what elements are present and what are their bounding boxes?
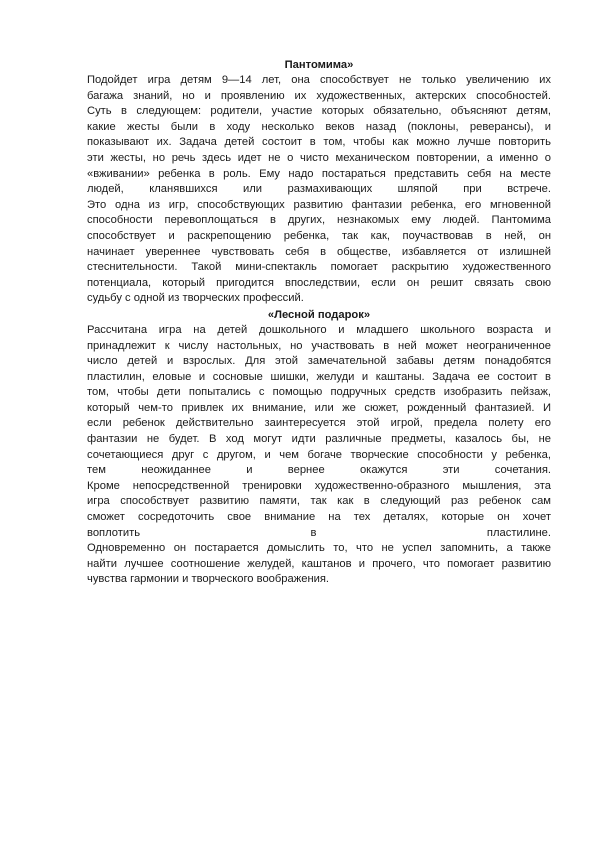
text-line: найти лучшее соотношение желудей, каштанов и прочего, что помогает развитию — [87, 557, 551, 570]
text-line: пластилин, еловые и сосновые шишки, желуди и каштаны. Задача ее состоит в — [87, 370, 551, 383]
section-title-forest-gift: «Лесной подарок» — [267, 308, 371, 321]
text-line: Подойдет игра детям 9—14 лет, она способствует не только увеличению их — [87, 74, 551, 86]
text-line: фантазии не будет. В ход могут идти различные предметы, казалось бы, не — [87, 433, 551, 446]
text-line: потенциала, который пригодится впоследствии, если он решит связать свою — [87, 276, 551, 289]
text-line: воплотить в пластилине. — [87, 526, 551, 539]
text-line: игра способствует развитию памяти, так как в следующий раз ребенок сам — [87, 495, 551, 508]
text-line: способности перевоплощаться в других, незнакомых ему людей. Пантомима — [87, 214, 551, 227]
text-line: Это одна из игр, способствующих развитию фантазии ребенка, его мгновенной — [87, 198, 551, 211]
text-line: если ребенок действительно заинтересуется этой игрой, предела полету его — [87, 417, 551, 430]
text-line: показывают их. Задача детей состоит в том, чтобы как можно лучше повторить — [87, 136, 551, 149]
section-title-pantomime: Пантомима» — [284, 59, 354, 71]
text-line: стеснительности. Такой мини-спектакль помогает раскрытию художественного — [87, 261, 551, 274]
text-line: Рассчитана игра на детей дошкольного и младшего школьного возраста и — [87, 323, 551, 336]
text-line: Одновременно он постарается домыслить то, что не успел запомнить, а также — [87, 542, 551, 555]
text-line: том, чтобы дети попытались с помощью подручных средств изобразить пейзаж, — [87, 386, 551, 399]
text-line: чувства гармонии и творческого воображения. — [87, 573, 330, 586]
text-line: людей, кланявшихся или размахивающих шляпой при встрече. — [87, 183, 551, 196]
text-line: «вживании» ребенка в роль. Ему надо постараться представить себя на месте — [87, 167, 551, 180]
section-body-forest-gift — [87, 323, 551, 588]
text-line: судьбу с одной из творческих профессий. — [87, 292, 304, 305]
text-line: Суть в следующем: родители, участие которых обязательно, объясняют детям, — [87, 105, 551, 118]
text-line: принадлежит к числу настольных, но участвовать в ней может неограниченное — [87, 339, 551, 352]
text-line: способствует и раскрепощению ребенка, так как, поучаствовав в ней, он — [87, 229, 551, 242]
text-line: число детей и взрослых. Для этой замечательной забавы детям понадобятся — [87, 355, 551, 368]
text-line: тем неожиданнее и вернее окажутся эти сочетания. — [87, 464, 551, 477]
text-line: начинает увереннее чувствовать себя в обществе, избавляется от излишней — [87, 245, 551, 258]
text-line: сможет сосредоточить свое внимание на тех деталях, которые он хочет — [87, 511, 551, 524]
text-line: эти жесты, но речь здесь идет не о чисто механическом повторении, а именно о — [87, 151, 551, 164]
text-line: Кроме непосредственной тренировки художественно-образного мышления, эта — [87, 479, 551, 492]
text-line: багажа знаний, но и проявлению их художественных, актерских способностей. — [87, 89, 551, 102]
text-line: какие жесты были в ходу несколько веков назад (поклоны, реверансы), и — [87, 120, 551, 133]
text-line: сочетающиеся друг с другом, и чем богаче творческие способности у ребенка, — [87, 448, 551, 461]
section-body-pantomime — [87, 73, 551, 307]
text-line: который чем-то привлек их внимание, или же сюжет, рожденный фантазией. И — [87, 401, 551, 414]
